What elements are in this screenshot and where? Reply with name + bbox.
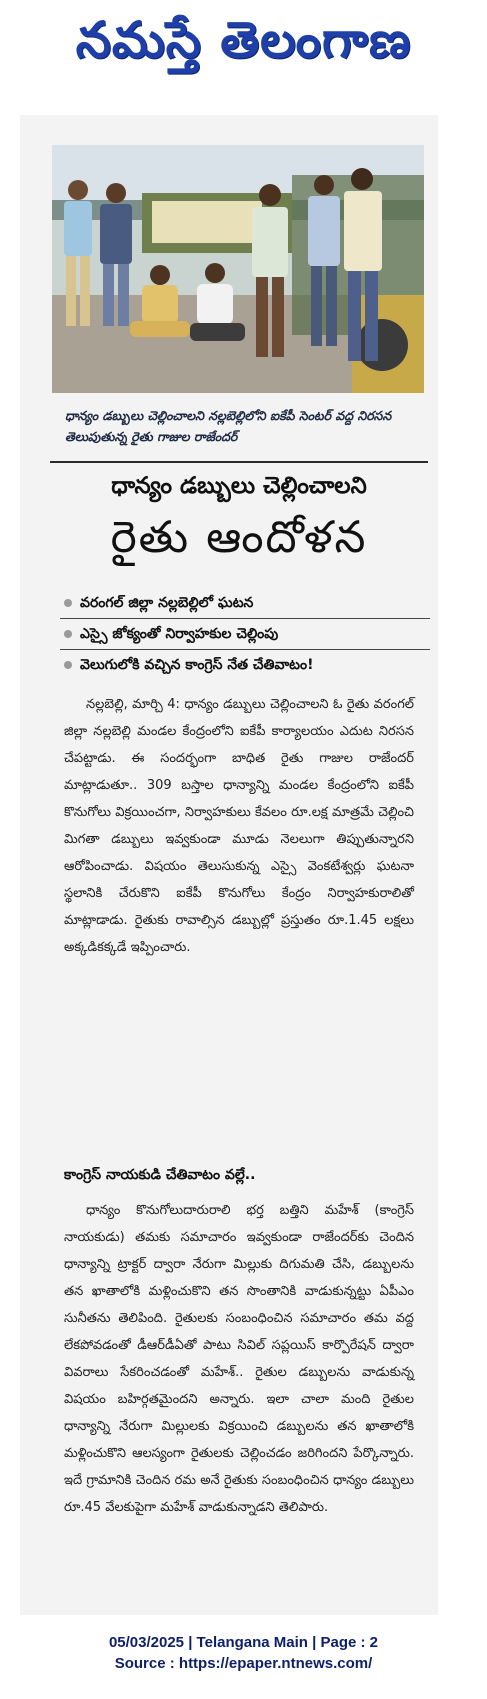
masthead — [0, 0, 487, 92]
news-photo — [52, 145, 424, 393]
subheading-item — [60, 650, 430, 680]
bullet-icon — [64, 630, 72, 638]
bullet-icon — [64, 599, 72, 607]
article-paragraph: ధాన్యం కొనుగోలుదారురాలి భర్త బత్తిని మహేశ్ (కాంగ్రెస్ నాయకుడు) తమకు సమాచారం ఇవ్వకుండా రాజేందర్‌కు చెందిన ధాన్యాన్ని ట్రాక్టర్ ద్వారా నేరుగా మిల్లుకు దిగుమతి చేసి, డబ్బులను తన ఖాతాలోకి మళ్లించుకొని తన సొంతానికి వాడుకున్నట్టు ఏపీఎం సునీతను తెలిపింది. రైతులకు సంబంధించిన సమాచారం తమ వద్ద లేకపోవడంతో డీఆర్‌డీఏతో పాటు సివిల్ సప్లయిస్ కార్పొరేషన్ ద్వారా వివరాలు సేకరించడంతో మహేశ్.. రైతుల డబ్బులను వాడుకున్న విషయం బహిర్గతమైందని అన్నారు. ఇలా చాలా మంది రైతుల ధాన్యాన్ని నేరుగా మిల్లులకు విక్రయించి డబ్బులను తన ఖాతాలోకి మళ్లించుకొని ఆలస్యంగా రైతులకు చెల్లించడం జరిగిందని పేర్కొన్నారు. ఇదే గ్రామానికి చెందిన రమ అనే రైతుకు సంబంధించిన ధాన్యం డబ్బులు రూ.45 వేలకుపైగా మహేశ్ వాడుకున్నాడని తెలిపారు. — [64, 1203, 414, 1515]
article-clipping — [20, 115, 438, 1615]
section-heading: కాంగ్రెస్ నాయకుడి చేతివాటం వల్లే.. — [64, 1167, 256, 1183]
subheading-item — [60, 619, 430, 650]
photo-caption: ధాన్యం డబ్బులు చెల్లించాలని నల్లబెల్లిలోని ఐకేపీ సెంటర్ వద్ద నిరసన తెలుపుతున్న రైతు గాజుల రాజేందర్ — [65, 408, 392, 444]
footer-date-edition: 05/03/2025 | Telangana Main | Page : 2 — [108, 1634, 379, 1651]
subheading-item — [60, 588, 430, 619]
bullet-icon — [64, 661, 72, 669]
newspaper-title: నమస్తే తెలంగాణ — [75, 10, 412, 69]
headline-kicker: ధాన్యం డబ్బులు చెల్లించాలని — [111, 473, 367, 499]
article-paragraph: నల్లబెల్లి, మార్చి 4: ధాన్యం డబ్బులు చెల్లించాలని ఓ రైతు వరంగల్ జిల్లా నల్లబెల్లి మండల కేంద్రంలోని ఐకేపీ కార్యాలయం ఎదుట నిరసన చేపట్టాడు. ఈ సందర్భంగా బాధిత రైతు గాజుల రాజేందర్ మాట్లాడుతూ.. 309 బస్తాల ధాన్యాన్ని మండల కేంద్రంలోని ఐకేపీ కొనుగోలు విక్రయించగా, నిర్వాహకులు కేవలం రూ.లక్ష మాత్రమే చెల్లించి మిగతా డబ్బులు ఇవ్వకుండా మూడు నెలలుగా తిప్పుతున్నారని ఆరోపించాడు. విషయం తెలుసుకున్న ఎస్సై వెంకటేశ్వర్లు ఘటనా స్థలానికి చేరుకొని ఐకేపీ కొనుగోలు కేంద్రం నిర్వాహకురాలితో మాట్లాడాడు. రైతుకు రావాల్సిన డబ్బుల్లో ప్రస్తుతం రూ.1.45 లక్షలు అక్కడికక్కడే ఇప్పించారు. — [64, 697, 414, 955]
subheading-text: వెలుగులోకి వచ్చిన కాంగ్రెస్ నేత చేతివాటం! — [80, 657, 314, 673]
footer-source: Source : https://epaper.ntnews.com/ — [114, 1655, 373, 1672]
headline-main: రైతు ఆందోళన — [110, 512, 368, 563]
subheading-text: వరంగల్ జిల్లా నల్లబెల్లిలో ఘటన — [80, 595, 254, 611]
farmers-protest-photo — [52, 145, 424, 393]
divider — [50, 461, 428, 463]
subheading-text: ఎస్సై జోక్యంతో నిర్వాహకుల చెల్లింపు — [80, 626, 279, 642]
page-footer — [0, 1632, 487, 1674]
subheading-list — [60, 588, 430, 680]
